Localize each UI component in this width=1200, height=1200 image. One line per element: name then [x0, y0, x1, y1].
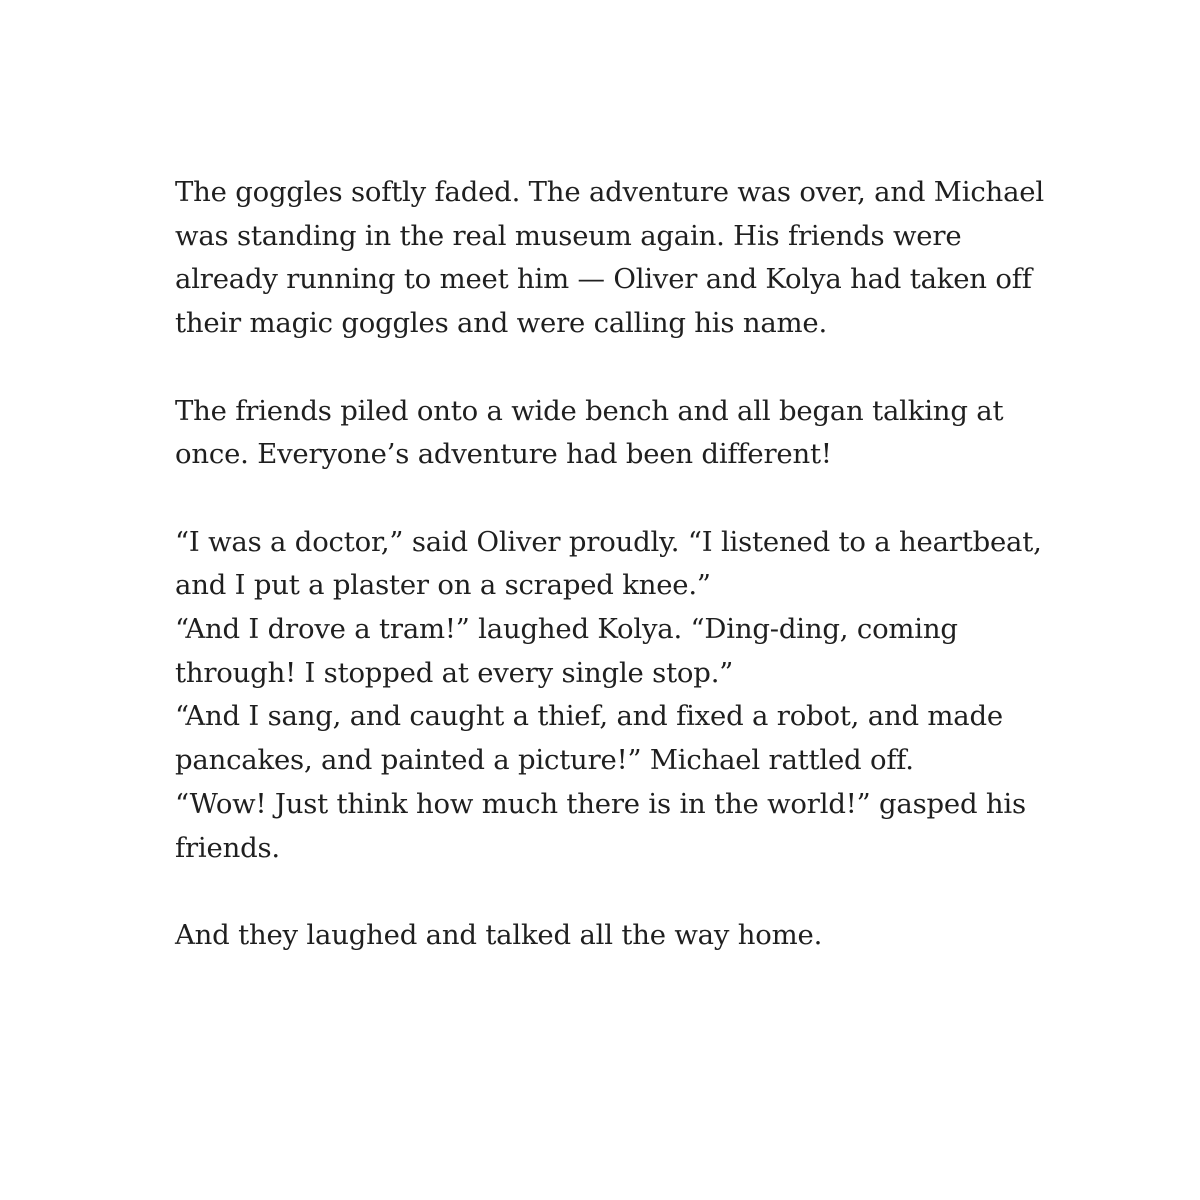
- text-line: and I put a plaster on a scraped knee.”: [175, 569, 711, 602]
- paragraph-bench: [175, 390, 1095, 477]
- text-line: “Wow! Just think how much there is in the world!” gasped his: [175, 787, 1026, 820]
- text-line: “And I sang, and caught a thief, and fixed a robot, and made: [175, 700, 1003, 733]
- text-line: through! I stopped at every single stop.”: [175, 656, 734, 689]
- text-line: “I was a doctor,” said Oliver proudly. “I listened to a heartbeat,: [175, 525, 1042, 558]
- text-line: friends.: [175, 831, 280, 864]
- text-line: once. Everyone’s adventure had been different!: [175, 438, 832, 471]
- text-line: The goggles softly faded. The adventure was over, and Michael: [175, 176, 1044, 208]
- text-line: their magic goggles and were calling his name.: [175, 307, 828, 340]
- text-line: The friends piled onto a wide bench and all began talking at: [175, 394, 1004, 427]
- text-line: was standing in the real museum again. His friends were: [175, 219, 962, 252]
- text-line: already running to meet him — Oliver and Kolya had taken off: [175, 263, 1032, 296]
- text-line: pancakes, and painted a picture!” Michael rattled off.: [175, 744, 914, 777]
- text-line: “And I drove a tram!” laughed Kolya. “Ding-ding, coming: [175, 613, 958, 645]
- paragraph-ending: [175, 914, 1095, 958]
- paragraph-goggles-faded: [175, 171, 1095, 346]
- text-line: And they laughed and talked all the way home.: [175, 918, 823, 951]
- paragraph-dialogue: [175, 521, 1095, 871]
- story-text: [175, 171, 1095, 958]
